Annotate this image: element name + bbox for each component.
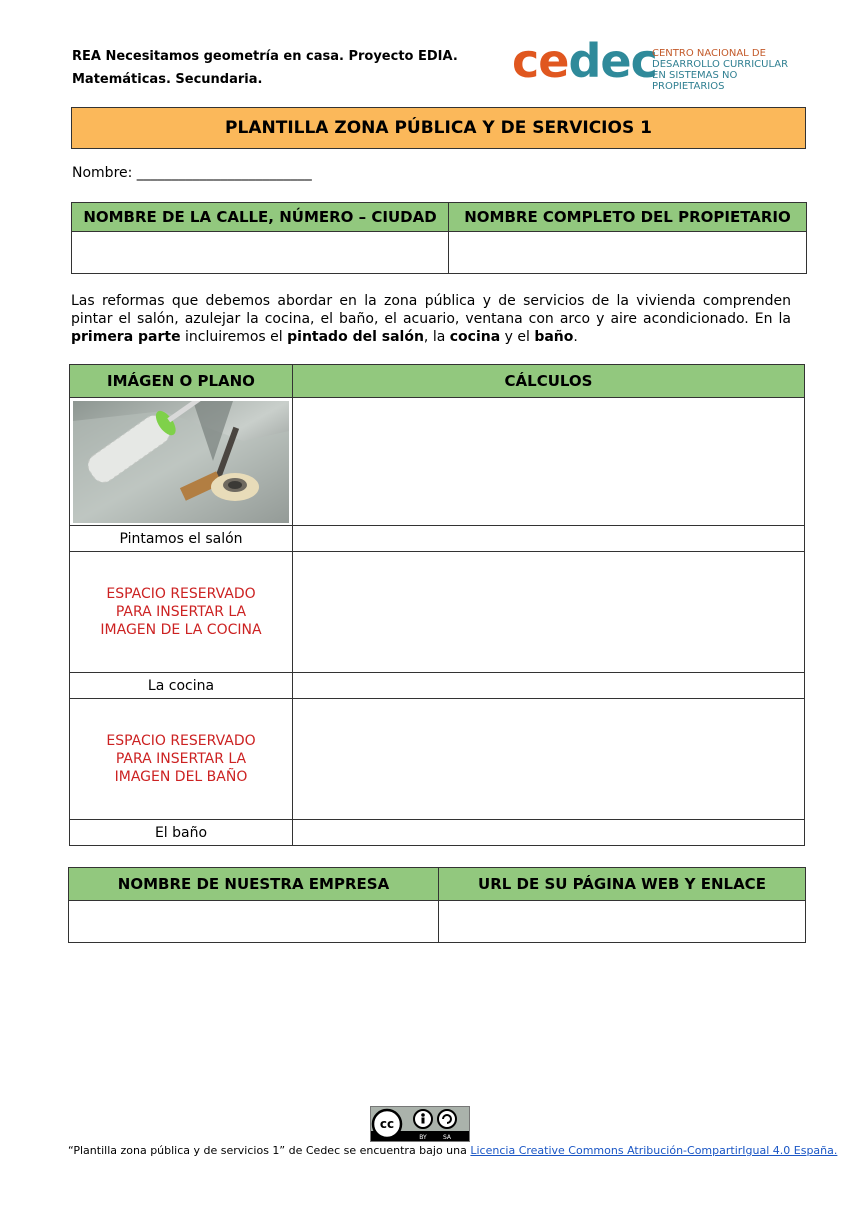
calc-table-header-calcs: CÁLCULOS [293,365,805,398]
company-url-cell[interactable] [439,901,806,943]
header-line-2: Matemáticas. Secundaria. [72,72,263,87]
paragraph-text-1: Las reformas que debemos abordar en la zona pública y de servicios de la vivienda comprenden pintar el salón, azulejar la cocina, el baño, el acuario, ventana con arco y aire acondicionado. En la [71,293,791,327]
owner-table-header-address: NOMBRE DE LA CALLE, NÚMERO – CIUDAD [72,203,449,232]
paragraph-text-3: , la [423,329,450,345]
paragraph-text-5: . [573,329,578,345]
cc-sa-label: SA [442,1134,452,1141]
logo-sub-1: CENTRO NACIONAL DE [652,48,766,59]
calc-table-header-image: IMÁGEN O PLANO [70,365,293,398]
paragraph-bold-2: pintado del salón [287,329,424,345]
kitchen-caption-calcs[interactable] [293,673,805,699]
bathroom-caption-calcs[interactable] [293,820,805,846]
instructions-paragraph [71,292,791,346]
paragraph-text-2: incluiremos el [180,329,288,345]
paint-supplies-photo [73,401,289,523]
owner-table-header-owner: NOMBRE COMPLETO DEL PROPIETARIO [449,203,807,232]
nombre-field[interactable]: Nombre: _________________________ [72,165,312,181]
calculations-table [69,364,805,846]
bathroom-calcs-cell[interactable] [293,699,805,820]
footer-license-text [68,1144,837,1157]
paragraph-bold-4: baño [534,329,574,345]
logo-subtitle [652,48,812,92]
paragraph-bold-1: primera parte [71,329,181,345]
company-table-header-url: URL DE SU PÁGINA WEB Y ENLACE [439,868,806,901]
license-link[interactable]: Licencia Creative Commons Atribución-CompartirIgual 4.0 España. [470,1144,838,1157]
logo-word-part2: dec [568,34,657,88]
living-room-caption: Pintamos el salón [70,526,293,552]
paragraph-text-4: y el [500,329,535,345]
logo-sub-3: EN SISTEMAS NO PROPIETARIOS [652,70,738,92]
cedec-logo [512,34,812,92]
kitchen-caption: La cocina [70,673,293,699]
address-input-cell[interactable] [72,232,449,274]
kitchen-placeholder-line-1: ESPACIO RESERVADO [106,586,256,602]
company-table-header-name: NOMBRE DE NUESTRA EMPRESA [69,868,439,901]
cc-by-label: BY [419,1134,427,1141]
kitchen-calcs-cell[interactable] [293,552,805,673]
cc-by-sa-icon [371,1107,469,1141]
bath-placeholder-line-2: PARA INSERTAR LA [115,751,247,767]
company-name-cell[interactable] [69,901,439,943]
logo-word-part1: ce [512,34,569,88]
logo-word [512,34,657,88]
bath-placeholder-line-1: ESPACIO RESERVADO [106,733,256,749]
footer-text: “Plantilla zona pública y de servicios 1” de Cedec se encuentra bajo una [68,1144,471,1157]
kitchen-placeholder-line-3: IMAGEN DE LA COCINA [100,622,262,638]
header-line-1: REA Necesitamos geometría en casa. Proyecto EDIA. [72,49,458,64]
bathroom-image-placeholder [70,699,293,820]
owner-input-cell[interactable] [449,232,807,274]
cc-license-badge[interactable] [370,1106,470,1142]
page-title: PLANTILLA ZONA PÚBLICA Y DE SERVICIOS 1 [71,107,806,149]
kitchen-placeholder-line-2: PARA INSERTAR LA [115,604,247,620]
logo-sub-2: DESARROLLO CURRICULAR [652,59,789,70]
bathroom-caption: El baño [70,820,293,846]
cc-letters: cc [379,1117,395,1131]
living-room-image-cell [70,398,293,526]
living-room-calcs-cell[interactable] [293,398,805,526]
living-room-caption-calcs[interactable] [293,526,805,552]
bath-placeholder-line-3: IMAGEN DEL BAÑO [114,769,248,785]
owner-table [71,202,807,274]
kitchen-image-placeholder [70,552,293,673]
paragraph-bold-3: cocina [449,329,501,345]
company-table [68,867,806,943]
